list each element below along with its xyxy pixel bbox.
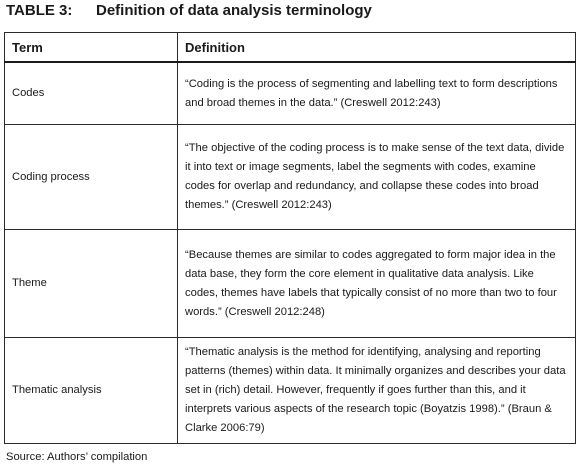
term-cell: Thematic analysis [5,338,178,444]
term-cell: Codes [5,62,178,125]
header-definition: Definition [178,33,576,63]
table-header-row [5,33,576,63]
source-note: Source: Authors’ compilation [6,451,148,463]
term-cell: Coding process [5,125,178,230]
table-row [5,230,576,338]
definition-cell: “Thematic analysis is the method for identifying, analysing and reporting patterns (themes) within data. It minimally organizes and describes your data set in (rich) detail. However, frequently if goes further than this, and it interprets various aspects of the research topic (Boyatzis 1998).” (Braun & Clarke 2006:79) [178,338,576,444]
header-term: Term [5,33,178,63]
definition-cell: “Coding is the process of segmenting and labelling text to form descriptions and broad themes in the data.” (Creswell 2012:243) [178,62,576,125]
table-row [5,125,576,230]
definition-cell: “Because themes are similar to codes aggregated to form major idea in the data base, they form the core element in qualitative data analysis. Like codes, themes have labels that typically consist of no more than two to four words.” (Creswell 2012:248) [178,230,576,338]
table-row [5,338,576,444]
table-title: Definition of data analysis terminology [96,2,372,19]
terminology-table [4,32,576,444]
term-cell: Theme [5,230,178,338]
table-caption [6,2,372,19]
table-number: TABLE 3: [6,2,73,19]
table-row [5,62,576,125]
definition-cell: “The objective of the coding process is to make sense of the text data, divide it into text or image segments, label the segments with codes, examine codes for overlap and redundancy, and collapse these codes into broad themes.” (Creswell 2012:243) [178,125,576,230]
